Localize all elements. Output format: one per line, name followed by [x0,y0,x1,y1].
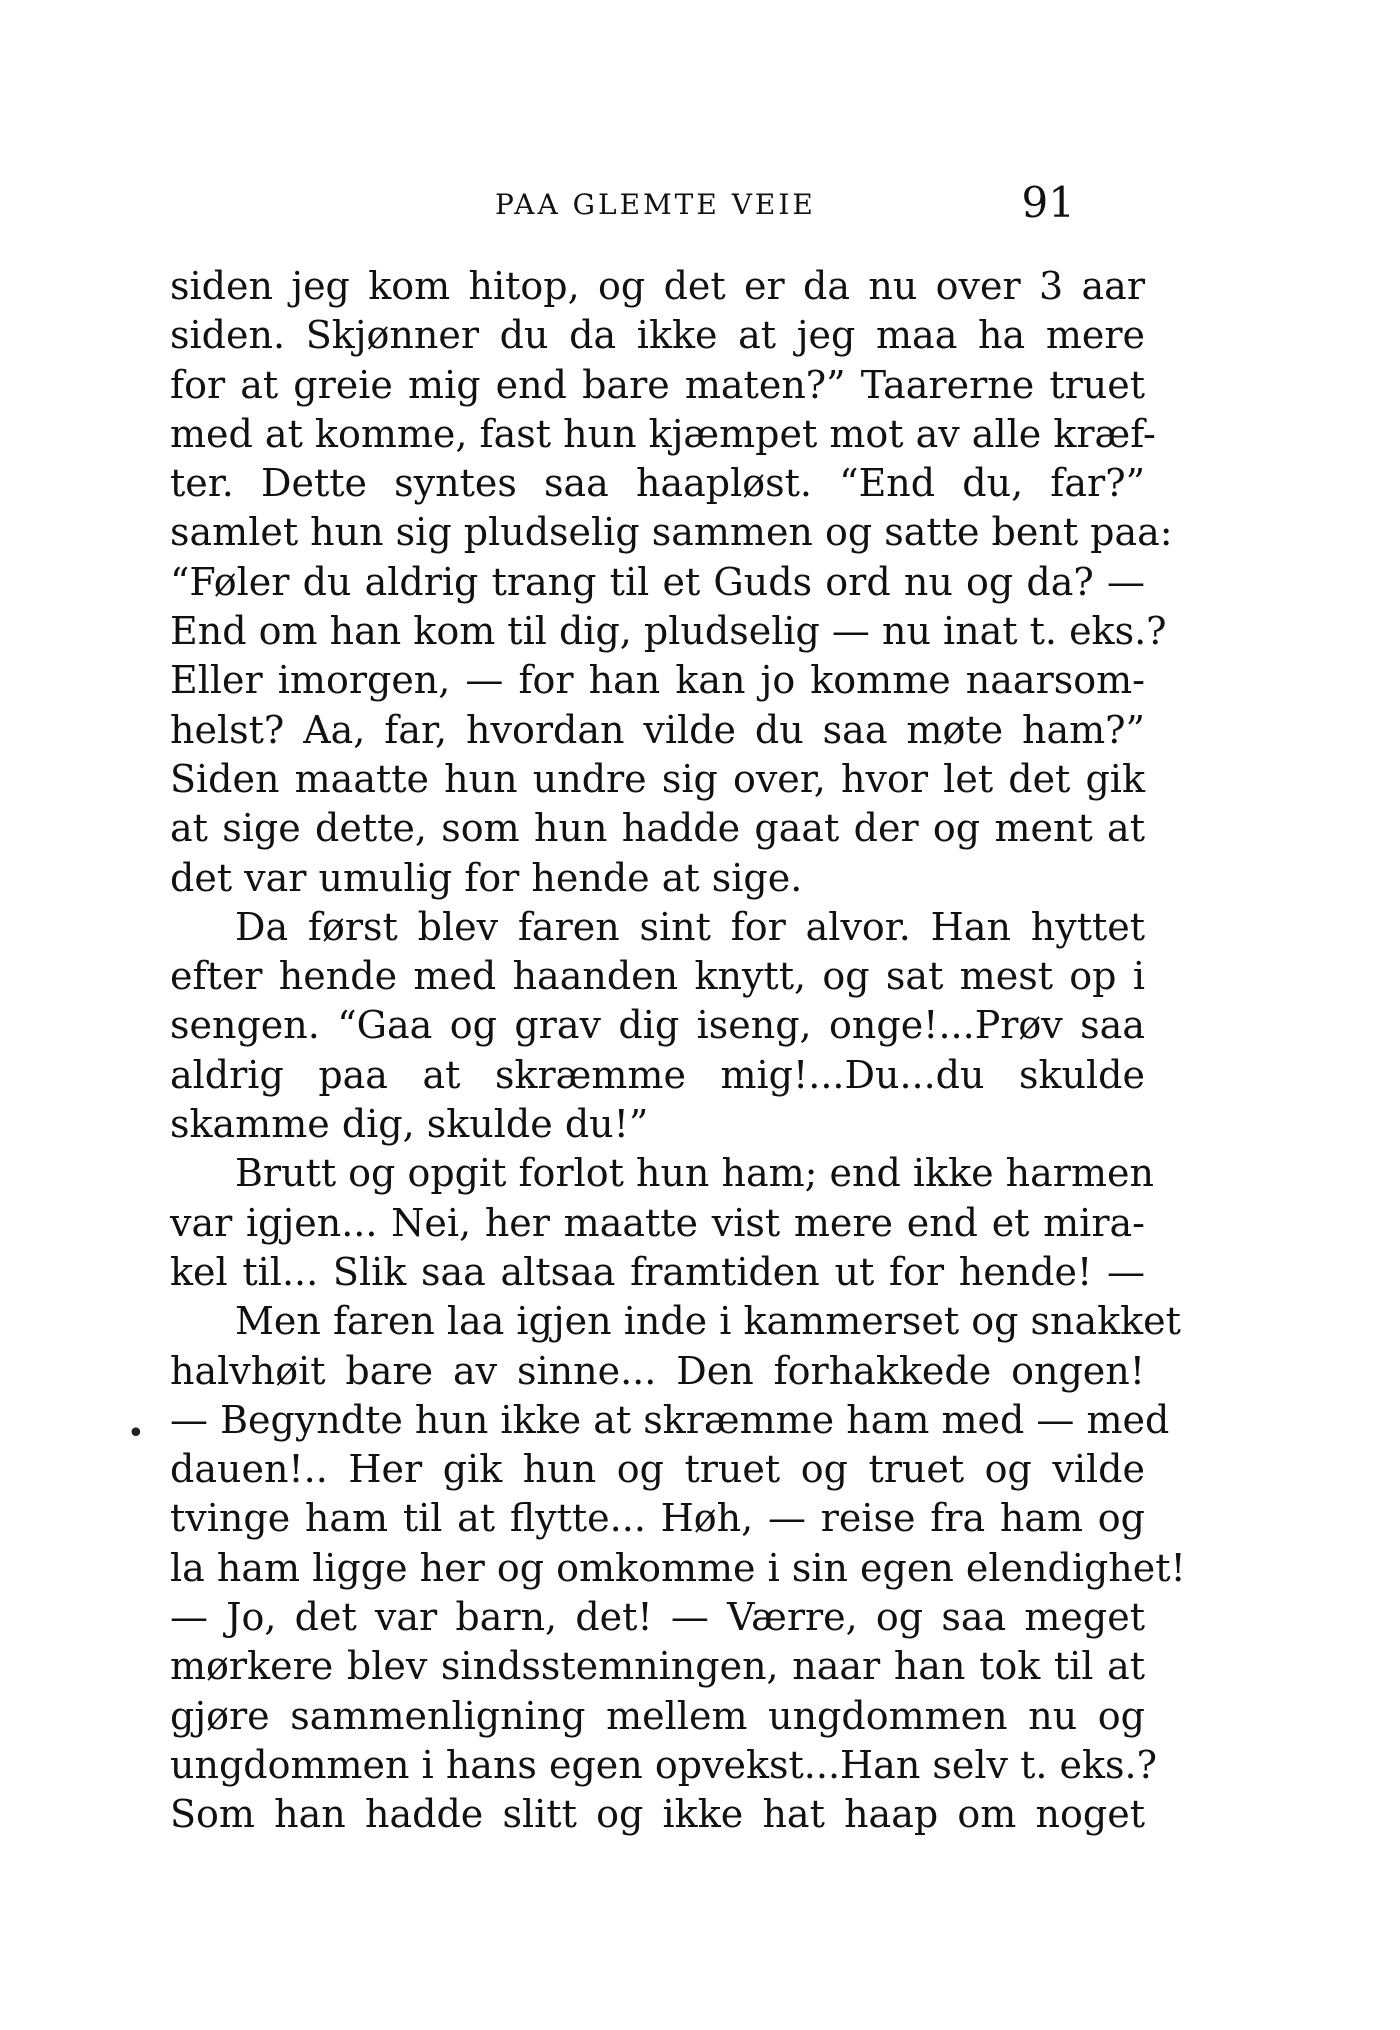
margin-mark: • [127,1416,145,1451]
text-line: det var umulig for hende at sige. [170,855,803,900]
text-line: mørkere blev sindsstemningen, naar han tok til at [170,1644,1145,1689]
running-head-title: PAA GLEMTE VEIE [495,188,816,221]
text-line: End om han kom til dig, pludselig — nu inat t. eks.? [170,609,1167,654]
text-line: siden jeg kom hitop, og det er da nu over 3 aar [170,264,1145,308]
text-line: Som han hadde slitt og ikke hat haap om noget [170,1792,1145,1837]
text-line: — Begyndte hun ikke at skræmme ham med — med [170,1397,1170,1442]
text-line: dauen!.. Her gik hun og truet og truet og vilde [170,1447,1145,1492]
running-head [495,178,1075,238]
text-line: aldrig paa at skræmme mig!...Du...du skulde [170,1052,1145,1097]
text-line: for at greie mig end bare maten?” Taarerne truet [170,362,1145,407]
text-line: efter hende med haanden knytt, og sat mest op i [170,954,1145,999]
text-line: gjøre sammenligning mellem ungdommen nu og [170,1693,1145,1738]
text-line: helst? Aa, far, hvordan vilde du saa møte ham?” [170,707,1145,752]
text-line: var igjen... Nei, her maatte vist mere end et mira- [170,1200,1145,1245]
text-line: Da først blev faren sint for alvor. Han hyttet [235,904,1145,949]
text-line: med at komme, fast hun kjæmpet mot av alle kræf- [170,411,1156,456]
text-line: ter. Dette syntes saa haapløst. “End du, far?” [170,461,1145,506]
text-line: halvhøit bare av sinne... Den forhakkede ongen! [170,1348,1145,1393]
text-line: samlet hun sig pludselig sammen og satte bent paa: [170,510,1173,555]
text-line: sengen. “Gaa og grav dig iseng, onge!...Prøv saa [170,1003,1145,1048]
text-line: tvinge ham til at flytte... Høh, — reise fra ham og [170,1496,1145,1541]
text-line: Siden maatte hun undre sig over, hvor let det gik [170,756,1145,801]
text-line: skamme dig, skulde du!” [170,1102,649,1147]
text-line: siden. Skjønner du da ikke at jeg maa ha mere [170,313,1145,358]
body-text [170,262,1186,1840]
text-line: at sige dette, som hun hadde gaat der og ment at [170,806,1145,851]
page-number: 91 [1021,178,1075,227]
text-line: “Føler du aldrig trang til et Guds ord nu og da? — [170,559,1145,604]
text-line: — Jo, det var barn, det! — Værre, og saa meget [170,1595,1145,1640]
text-line: Brutt og opgit forlot hun ham; end ikke harmen [235,1151,1154,1196]
text-line: ungdommen i hans egen opvekst...Han selv t. eks.? [170,1742,1157,1787]
text-line: kel til... Slik saa altsaa framtiden ut for hende! — [170,1249,1145,1294]
text-line: Men faren laa igjen inde i kammerset og snakket [235,1299,1181,1344]
text-line: Eller imorgen, — for han kan jo komme naarsom- [170,658,1145,703]
text-line: la ham ligge her og omkomme i sin egen elendighet! [170,1545,1186,1590]
